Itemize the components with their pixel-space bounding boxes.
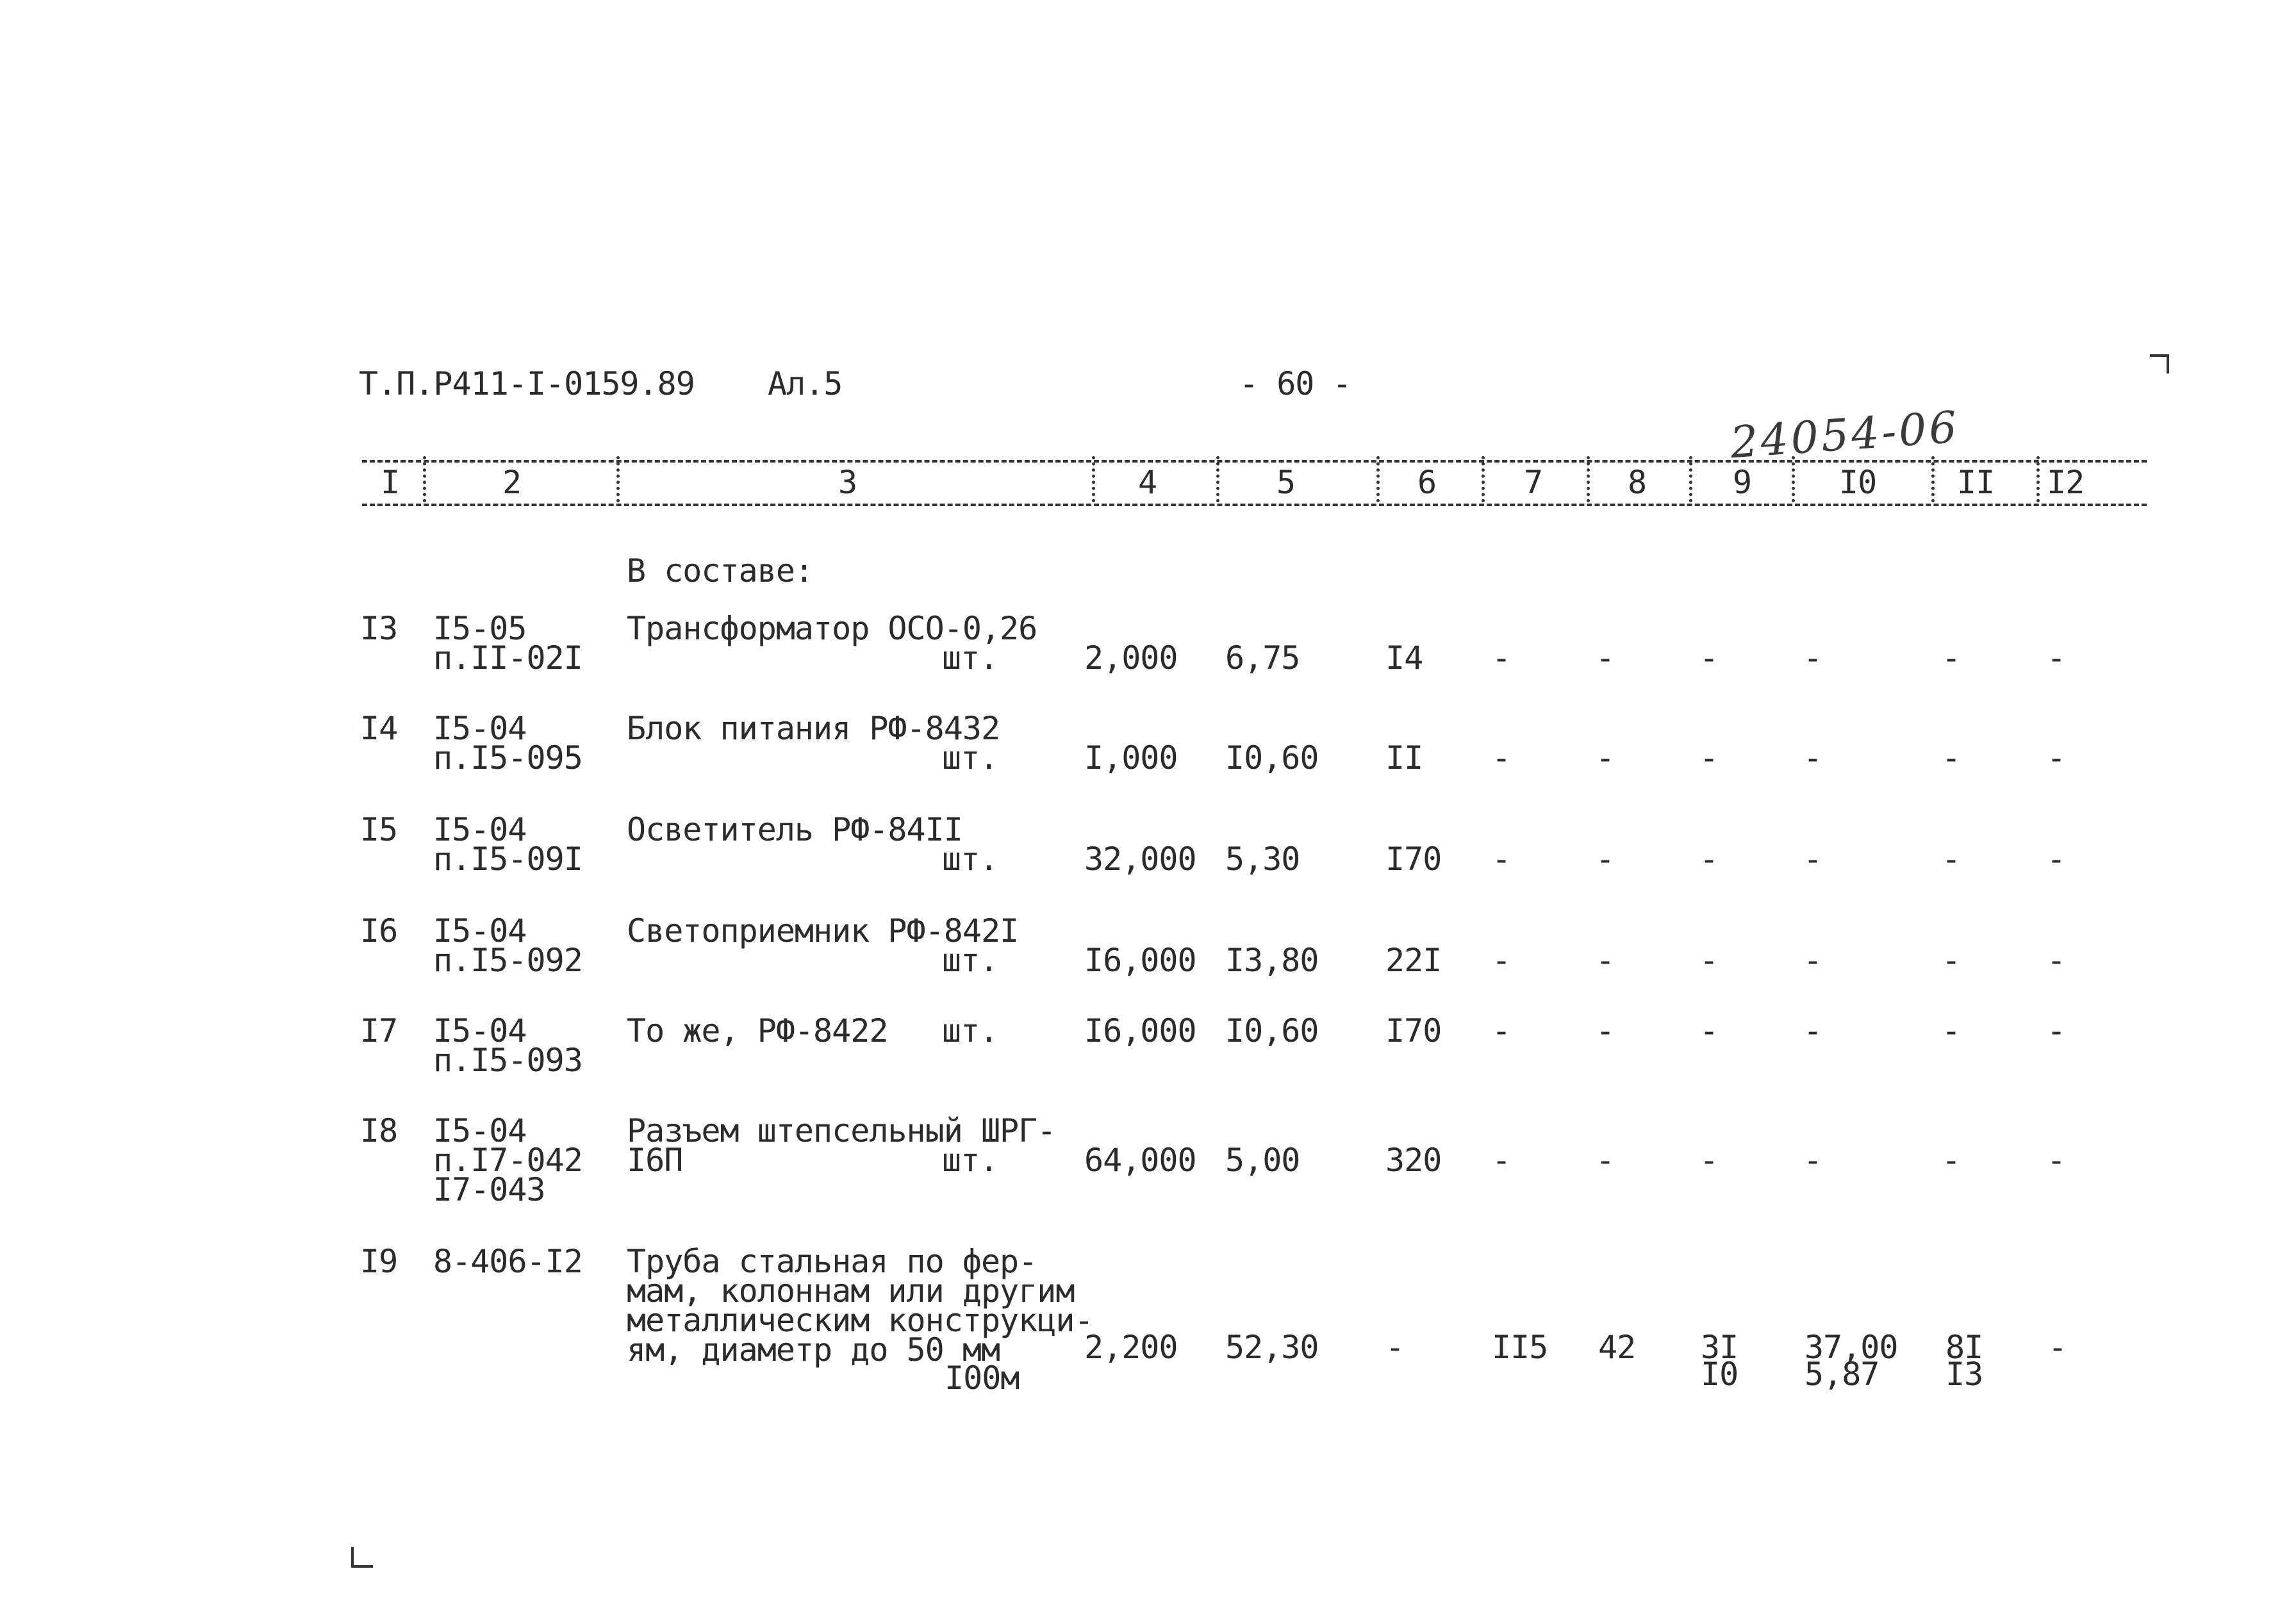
row-number: I8: [360, 1112, 398, 1149]
row-name: Осветитель РФ-84II: [627, 811, 962, 848]
row-code: I5-04: [433, 912, 527, 949]
row-number: I9: [360, 1243, 398, 1280]
row-name: ям, диаметр до 50 мм: [627, 1331, 1000, 1368]
row-name: Блок питания РФ-8432: [627, 710, 1000, 747]
column-header: 9: [1733, 464, 1752, 501]
column-separator: [1931, 456, 1935, 502]
row-code: п.II-02I: [433, 639, 582, 677]
cell-col6: I4: [1385, 639, 1423, 677]
cell-col9-sub: I0: [1701, 1356, 1739, 1393]
column-separator: [1587, 456, 1590, 502]
column-separator: [1792, 456, 1795, 502]
column-header: 7: [1524, 464, 1543, 501]
row-number: I4: [360, 710, 398, 747]
column-header: 3: [838, 464, 857, 501]
cell-col4: I,000: [1084, 739, 1178, 776]
row-unit: шт.: [942, 942, 998, 979]
row-name: мам, колоннам или другим: [627, 1272, 1075, 1310]
row-name: I6П: [627, 1142, 683, 1179]
cell-col5: 6,75: [1225, 639, 1300, 677]
row-code: I5-05: [433, 610, 527, 647]
cell-col6: -: [1385, 1329, 1405, 1366]
cell-col4: 2,200: [1084, 1329, 1178, 1366]
cell-col9: 3I: [1701, 1329, 1739, 1366]
cell-col8: -: [1596, 942, 1615, 979]
column-header: 5: [1276, 464, 1296, 501]
cell-col10: -: [1803, 1012, 1822, 1049]
row-unit: I00м: [945, 1359, 1020, 1397]
cell-col12: -: [2047, 739, 2066, 776]
cell-col7: -: [1492, 942, 1511, 979]
column-header: 6: [1417, 464, 1437, 501]
row-code: п.I5-093: [433, 1042, 582, 1079]
handwritten-number: 24054-06: [1728, 402, 1962, 469]
corner-mark-bottom-left: [351, 1547, 373, 1568]
cell-col11: -: [1942, 639, 1961, 677]
cell-col4: I6,000: [1084, 942, 1196, 979]
cell-col10: -: [1803, 639, 1822, 677]
row-code: 8-406-I2: [433, 1243, 582, 1280]
cell-col10: -: [1803, 942, 1822, 979]
cell-col11: -: [1942, 739, 1961, 776]
cell-col6: II: [1385, 739, 1423, 776]
cell-col11: -: [1942, 1012, 1961, 1049]
cell-col7: -: [1492, 639, 1511, 677]
row-code: п.I5-092: [433, 942, 582, 979]
row-code: п.I5-09I: [433, 841, 582, 878]
column-separator: [2036, 456, 2040, 502]
cell-col7: -: [1492, 1012, 1511, 1049]
cell-col12: -: [2047, 841, 2066, 878]
cell-col10-sub: 5,87: [1805, 1356, 1879, 1393]
column-header: I2: [2047, 464, 2085, 501]
column-separator: [423, 456, 426, 502]
header-rule-top: [362, 460, 2147, 463]
row-code: I5-04: [433, 710, 527, 747]
row-code: I7-043: [433, 1171, 545, 1208]
column-separator: [1482, 456, 1485, 502]
cell-col9: -: [1699, 942, 1719, 979]
cell-col8: -: [1596, 1012, 1615, 1049]
cell-col6: I70: [1385, 1012, 1442, 1049]
cell-col6: 320: [1385, 1142, 1442, 1179]
cell-col9: -: [1699, 1012, 1719, 1049]
cell-col11: -: [1942, 942, 1961, 979]
row-unit: шт.: [942, 1142, 998, 1179]
row-name: Светоприемник РФ-842I: [627, 912, 1019, 949]
cell-col7: -: [1492, 841, 1511, 878]
cell-col10: -: [1803, 739, 1822, 776]
row-name: Разъем штепсельный ШРГ-: [627, 1112, 1056, 1149]
row-code: п.I5-095: [433, 739, 582, 776]
cell-col5: 52,30: [1225, 1329, 1319, 1366]
row-name: металлическим конструкци-: [627, 1302, 1093, 1339]
cell-col5: I3,80: [1225, 942, 1319, 979]
cell-col11: 8I: [1945, 1329, 1983, 1366]
column-header: I0: [1839, 464, 1877, 501]
row-name: То же, РФ-8422: [627, 1012, 888, 1049]
cell-col8: -: [1596, 841, 1615, 878]
cell-col9: -: [1699, 841, 1719, 878]
section-title: В составе:: [627, 552, 814, 589]
cell-col5: I0,60: [1225, 1012, 1319, 1049]
page-number: - 60 -: [1239, 365, 1351, 402]
column-header: 4: [1138, 464, 1157, 501]
row-number: I5: [360, 811, 398, 848]
row-unit: шт.: [942, 639, 998, 677]
column-header: II: [1957, 464, 1995, 501]
cell-col5: 5,00: [1225, 1142, 1300, 1179]
corner-mark-top-right: [2150, 354, 2169, 374]
cell-col12: -: [2047, 942, 2066, 979]
cell-col5: I0,60: [1225, 739, 1319, 776]
header-rule-bottom: [362, 504, 2147, 506]
column-separator: [1689, 456, 1692, 502]
cell-col11: -: [1942, 1142, 1961, 1179]
column-separator: [616, 456, 620, 502]
column-header: 2: [502, 464, 522, 501]
cell-col12: -: [2048, 1329, 2067, 1366]
row-code: I5-04: [433, 1112, 527, 1149]
cell-col6: I70: [1385, 841, 1442, 878]
cell-col4: 2,000: [1084, 639, 1178, 677]
column-header: I: [381, 464, 400, 501]
cell-col4: 32,000: [1084, 841, 1196, 878]
cell-col7: -: [1492, 739, 1511, 776]
cell-col11-sub: I3: [1945, 1356, 1983, 1393]
row-name: Труба стальная по фер-: [627, 1243, 1037, 1280]
cell-col8: 42: [1598, 1329, 1636, 1366]
column-separator: [1092, 456, 1095, 502]
cell-col4: 64,000: [1084, 1142, 1196, 1179]
cell-col12: -: [2047, 1142, 2066, 1179]
row-number: I3: [360, 610, 398, 647]
cell-col11: -: [1942, 841, 1961, 878]
cell-col5: 5,30: [1225, 841, 1300, 878]
row-code: п.I7-042: [433, 1142, 582, 1179]
row-unit: шт.: [942, 1012, 998, 1049]
cell-col8: -: [1596, 1142, 1615, 1179]
cell-col9: -: [1699, 1142, 1719, 1179]
row-code: I5-04: [433, 811, 527, 848]
row-code: I5-04: [433, 1012, 527, 1049]
cell-col7: -: [1492, 1142, 1511, 1179]
cell-col7: II5: [1492, 1329, 1548, 1366]
document-code: Т.П.Р411-I-0159.89: [359, 365, 695, 402]
row-unit: шт.: [942, 841, 998, 878]
cell-col8: -: [1596, 739, 1615, 776]
column-separator: [1376, 456, 1380, 502]
cell-col12: -: [2047, 639, 2066, 677]
cell-col9: -: [1699, 639, 1719, 677]
cell-col10: -: [1803, 1142, 1822, 1179]
cell-col10: -: [1803, 841, 1822, 878]
row-number: I7: [360, 1012, 398, 1049]
row-number: I6: [360, 912, 398, 949]
sheet-label: Ал.5: [768, 365, 843, 402]
row-unit: шт.: [942, 739, 998, 776]
column-header: 8: [1628, 464, 1647, 501]
cell-col4: I6,000: [1084, 1012, 1196, 1049]
row-name: Трансформатор ОСО-0,26: [627, 610, 1037, 647]
cell-col9: -: [1699, 739, 1719, 776]
cell-col12: -: [2047, 1012, 2066, 1049]
cell-col8: -: [1596, 639, 1615, 677]
cell-col6: 22I: [1385, 942, 1442, 979]
cell-col10: 37,00: [1805, 1329, 1898, 1366]
column-separator: [1216, 456, 1219, 502]
